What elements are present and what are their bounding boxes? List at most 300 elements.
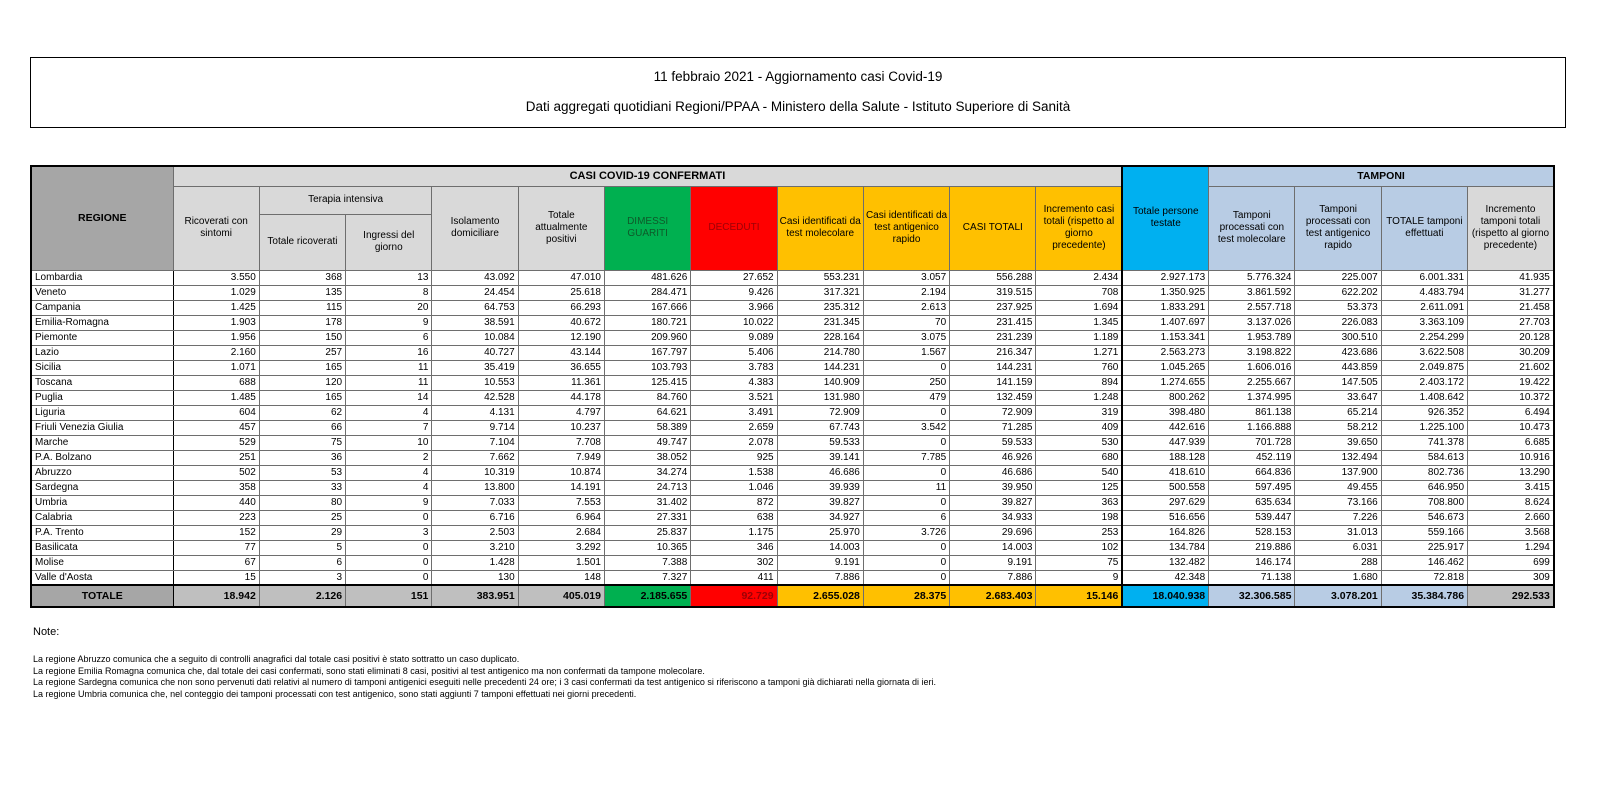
cell: 2.403.172	[1381, 375, 1467, 390]
table-row	[31, 525, 1554, 540]
cell: 9.191	[777, 555, 863, 570]
cell: 604	[173, 405, 259, 420]
cell: 6.001.331	[1381, 270, 1467, 285]
cell: 231.239	[950, 330, 1036, 345]
cell: 7.708	[518, 435, 604, 450]
cell: 39.939	[777, 480, 863, 495]
cell: 53	[259, 465, 345, 480]
region-name: Lombardia	[31, 270, 173, 285]
cell: 21.602	[1468, 360, 1554, 375]
totals-cell: 151	[346, 585, 432, 607]
cell: 9	[1036, 570, 1122, 585]
cell: 10.084	[432, 330, 518, 345]
cell: 80	[259, 495, 345, 510]
cell: 147.505	[1295, 375, 1381, 390]
cell: 1.903	[173, 315, 259, 330]
cell: 62	[259, 405, 345, 420]
cell: 164.826	[1122, 525, 1208, 540]
region-name: Veneto	[31, 285, 173, 300]
cell: 1.694	[1036, 300, 1122, 315]
cell: 411	[691, 570, 777, 585]
note-item: La regione Sardegna comunica che non sono pervenuti dati relativi al numero di tamponi antigenici eseguiti nelle precedenti 24 ore; i 3 casi confermati da test antigenico si riferiscono a tamponi già dichiarati nella giornata di ieri.	[33, 677, 937, 687]
cell: 1.428	[432, 555, 518, 570]
cell: 39.650	[1295, 435, 1381, 450]
cell: 137.900	[1295, 465, 1381, 480]
cell: 872	[691, 495, 777, 510]
cell: 25.618	[518, 285, 604, 300]
cell: 7.886	[777, 570, 863, 585]
cell: 530	[1036, 435, 1122, 450]
cell: 39.950	[950, 480, 1036, 495]
cell: 7.553	[518, 495, 604, 510]
cell: 2.503	[432, 525, 518, 540]
cell: 216.347	[950, 345, 1036, 360]
cell: 1.345	[1036, 315, 1122, 330]
cell: 319.515	[950, 285, 1036, 300]
table-row	[31, 405, 1554, 420]
cell: 516.656	[1122, 510, 1208, 525]
cell: 1.953.789	[1209, 330, 1295, 345]
cell: 1.374.995	[1209, 390, 1295, 405]
cell: 802.736	[1381, 465, 1467, 480]
cell: 2.563.273	[1122, 345, 1208, 360]
column-header-tamponi-molecolare: Tamponi processati con test molecolare	[1209, 186, 1295, 270]
cell: 539.447	[1209, 510, 1295, 525]
table-row	[31, 435, 1554, 450]
cell: 13	[346, 270, 432, 285]
region-name: Piemonte	[31, 330, 173, 345]
cell: 31.277	[1468, 285, 1554, 300]
region-name: Marche	[31, 435, 173, 450]
cell: 225.917	[1381, 540, 1467, 555]
note-item: La regione Abruzzo comunica che a seguito di controlli anagrafici dal totale casi positivi è stato sottratto un caso duplicato.	[33, 654, 520, 664]
cell: 297.629	[1122, 495, 1208, 510]
column-header-totale-attualmente-positivi: Totale attualmente positivi	[518, 186, 604, 270]
cell: 0	[863, 465, 949, 480]
cell: 31.013	[1295, 525, 1381, 540]
cell: 500.558	[1122, 480, 1208, 495]
cell: 3.363.109	[1381, 315, 1467, 330]
cell: 132.482	[1122, 555, 1208, 570]
cell: 1.153.341	[1122, 330, 1208, 345]
group-header-casi-confermati: CASI COVID-19 CONFERMATI	[173, 166, 1122, 186]
table-body	[31, 270, 1554, 585]
totals-cell: 28.375	[863, 585, 949, 607]
cell: 3.198.822	[1209, 345, 1295, 360]
cell: 47.010	[518, 270, 604, 285]
cell: 71.285	[950, 420, 1036, 435]
cell: 34.927	[777, 510, 863, 525]
cell: 423.686	[1295, 345, 1381, 360]
cell: 14.191	[518, 480, 604, 495]
group-header-terapia-intensiva: Terapia intensiva	[259, 186, 432, 214]
cell: 14.003	[777, 540, 863, 555]
cell: 1.606.016	[1209, 360, 1295, 375]
cell: 75	[1036, 555, 1122, 570]
cell: 59.533	[777, 435, 863, 450]
region-name: Emilia-Romagna	[31, 315, 173, 330]
region-name: Abruzzo	[31, 465, 173, 480]
cell: 132.459	[950, 390, 1036, 405]
cell: 528.153	[1209, 525, 1295, 540]
cell: 5.776.324	[1209, 270, 1295, 285]
cell: 58.212	[1295, 420, 1381, 435]
cell: 0	[863, 360, 949, 375]
table-row	[31, 450, 1554, 465]
cell: 3	[346, 525, 432, 540]
region-name: Friuli Venezia Giulia	[31, 420, 173, 435]
cell: 2.927.173	[1122, 270, 1208, 285]
cell: 146.174	[1209, 555, 1295, 570]
cell: 0	[863, 555, 949, 570]
cell: 926.352	[1381, 405, 1467, 420]
region-name: Liguria	[31, 405, 173, 420]
cell: 59.533	[950, 435, 1036, 450]
cell: 36.655	[518, 360, 604, 375]
cell: 8	[346, 285, 432, 300]
cell: 800.262	[1122, 390, 1208, 405]
cell: 346	[691, 540, 777, 555]
cell: 41.935	[1468, 270, 1554, 285]
cell: 3.966	[691, 300, 777, 315]
cell: 130	[432, 570, 518, 585]
region-name: Valle d'Aosta	[31, 570, 173, 585]
cell: 228.164	[777, 330, 863, 345]
notes-section	[33, 626, 1563, 700]
cell: 67	[173, 555, 259, 570]
cell: 66.293	[518, 300, 604, 315]
cell: 125	[1036, 480, 1122, 495]
cell: 30.209	[1468, 345, 1554, 360]
column-header-casi-test-molecolare: Casi identificati da test molecolare	[777, 186, 863, 270]
cell: 7.104	[432, 435, 518, 450]
cell: 20.128	[1468, 330, 1554, 345]
cell: 319	[1036, 405, 1122, 420]
cell: 4.797	[518, 405, 604, 420]
cell: 1.407.697	[1122, 315, 1208, 330]
cell: 1.274.655	[1122, 375, 1208, 390]
cell: 3.137.026	[1209, 315, 1295, 330]
cell: 219.886	[1209, 540, 1295, 555]
totals-cell: 2.185.655	[604, 585, 690, 607]
cell: 226.083	[1295, 315, 1381, 330]
table-row	[31, 285, 1554, 300]
cell: 0	[863, 495, 949, 510]
cell: 701.728	[1209, 435, 1295, 450]
totals-cell: 2.655.028	[777, 585, 863, 607]
cell: 144.231	[950, 360, 1036, 375]
cell: 2.160	[173, 345, 259, 360]
cell: 6.494	[1468, 405, 1554, 420]
cell: 131.980	[777, 390, 863, 405]
cell: 27.652	[691, 270, 777, 285]
cell: 25.970	[777, 525, 863, 540]
cell: 10.365	[604, 540, 690, 555]
cell: 27.331	[604, 510, 690, 525]
cell: 152	[173, 525, 259, 540]
cell: 33.647	[1295, 390, 1381, 405]
cell: 4.483.794	[1381, 285, 1467, 300]
totals-cell: 2.683.403	[950, 585, 1036, 607]
cell: 1.294	[1468, 540, 1554, 555]
cell: 231.345	[777, 315, 863, 330]
cell: 1.485	[173, 390, 259, 405]
cell: 16	[346, 345, 432, 360]
cell: 24.713	[604, 480, 690, 495]
cell: 302	[691, 555, 777, 570]
cell: 2.255.667	[1209, 375, 1295, 390]
totals-cell: 18.942	[173, 585, 259, 607]
cell: 10.372	[1468, 390, 1554, 405]
cell: 1.956	[173, 330, 259, 345]
cell: 53.373	[1295, 300, 1381, 315]
cell: 529	[173, 435, 259, 450]
cell: 7.886	[950, 570, 1036, 585]
cell: 10	[346, 435, 432, 450]
cell: 29.696	[950, 525, 1036, 540]
cell: 300.510	[1295, 330, 1381, 345]
cell: 3.057	[863, 270, 949, 285]
cell: 14	[346, 390, 432, 405]
cell: 64.621	[604, 405, 690, 420]
cell: 49.455	[1295, 480, 1381, 495]
totals-cell: 18.040.938	[1122, 585, 1208, 607]
column-header-incremento-tamponi: Incremento tamponi totali (rispetto al giorno precedente)	[1468, 186, 1554, 270]
cell: 708.800	[1381, 495, 1467, 510]
cell: 699	[1468, 555, 1554, 570]
cell: 2.659	[691, 420, 777, 435]
cell: 180.721	[604, 315, 690, 330]
cell: 1.833.291	[1122, 300, 1208, 315]
cell: 4	[346, 480, 432, 495]
cell: 9.426	[691, 285, 777, 300]
region-name: P.A. Trento	[31, 525, 173, 540]
cell: 251	[173, 450, 259, 465]
cell: 3.292	[518, 540, 604, 555]
cell: 72.909	[950, 405, 1036, 420]
region-name: Basilicata	[31, 540, 173, 555]
column-header-totale-ricoverati: Totale ricoverati	[259, 214, 345, 270]
cell: 457	[173, 420, 259, 435]
cell: 103.793	[604, 360, 690, 375]
cell: 14.003	[950, 540, 1036, 555]
cell: 447.939	[1122, 435, 1208, 450]
cell: 9	[346, 495, 432, 510]
cell: 253	[1036, 525, 1122, 540]
cell: 27.703	[1468, 315, 1554, 330]
region-name: Umbria	[31, 495, 173, 510]
totals-cell: 383.951	[432, 585, 518, 607]
cell: 1.248	[1036, 390, 1122, 405]
table-row	[31, 345, 1554, 360]
cell: 72.909	[777, 405, 863, 420]
cell: 1.350.925	[1122, 285, 1208, 300]
cell: 0	[346, 540, 432, 555]
cell: 72.818	[1381, 570, 1467, 585]
cell: 3.550	[173, 270, 259, 285]
cell: 2.194	[863, 285, 949, 300]
column-header-dimessi-guariti: DIMESSI GUARITI	[604, 186, 690, 270]
totals-row	[31, 585, 1554, 607]
covid-data-table	[30, 165, 1555, 608]
totals-cell: 32.306.585	[1209, 585, 1295, 607]
cell: 546.673	[1381, 510, 1467, 525]
cell: 132.494	[1295, 450, 1381, 465]
table-row	[31, 495, 1554, 510]
cell: 39.827	[777, 495, 863, 510]
cell: 2.434	[1036, 270, 1122, 285]
cell: 43.092	[432, 270, 518, 285]
cell: 7.662	[432, 450, 518, 465]
table-row	[31, 300, 1554, 315]
cell: 38.052	[604, 450, 690, 465]
cell: 6.716	[432, 510, 518, 525]
column-header-ricoverati-con-sintomi: Ricoverati con sintomi	[173, 186, 259, 270]
cell: 688	[173, 375, 259, 390]
cell: 29	[259, 525, 345, 540]
totals-cell: 3.078.201	[1295, 585, 1381, 607]
cell: 77	[173, 540, 259, 555]
cell: 708	[1036, 285, 1122, 300]
cell: 36	[259, 450, 345, 465]
cell: 33	[259, 480, 345, 495]
cell: 452.119	[1209, 450, 1295, 465]
totals-cell: 35.384.786	[1381, 585, 1467, 607]
cell: 115	[259, 300, 345, 315]
table-row	[31, 465, 1554, 480]
cell: 25.837	[604, 525, 690, 540]
cell: 11.361	[518, 375, 604, 390]
cell: 9.191	[950, 555, 1036, 570]
report-subtitle: Dati aggregati quotidiani Regioni/PPAA - Ministero della Salute - Istituto Superiore di Sanità	[525, 99, 1071, 114]
cell: 146.462	[1381, 555, 1467, 570]
cell: 3.568	[1468, 525, 1554, 540]
cell: 167.797	[604, 345, 690, 360]
cell: 2.254.299	[1381, 330, 1467, 345]
cell: 6.685	[1468, 435, 1554, 450]
cell: 0	[863, 570, 949, 585]
cell: 680	[1036, 450, 1122, 465]
cell: 1.538	[691, 465, 777, 480]
table-row	[31, 270, 1554, 285]
totals-cell: 292.533	[1468, 585, 1554, 607]
cell: 39.141	[777, 450, 863, 465]
table-row	[31, 510, 1554, 525]
cell: 7.785	[863, 450, 949, 465]
cell: 7.949	[518, 450, 604, 465]
region-name: Lazio	[31, 345, 173, 360]
cell: 861.138	[1209, 405, 1295, 420]
cell: 664.836	[1209, 465, 1295, 480]
cell: 646.950	[1381, 480, 1467, 495]
cell: 42.348	[1122, 570, 1208, 585]
cell: 150	[259, 330, 345, 345]
title-box	[30, 57, 1566, 128]
cell: 3.210	[432, 540, 518, 555]
cell: 2.049.875	[1381, 360, 1467, 375]
cell: 358	[173, 480, 259, 495]
cell: 1.175	[691, 525, 777, 540]
cell: 3.075	[863, 330, 949, 345]
totals-cell: 92.729	[691, 585, 777, 607]
cell: 250	[863, 375, 949, 390]
cell: 4.131	[432, 405, 518, 420]
cell: 46.926	[950, 450, 1036, 465]
cell: 3	[259, 570, 345, 585]
cell: 317.321	[777, 285, 863, 300]
cell: 134.784	[1122, 540, 1208, 555]
cell: 2.078	[691, 435, 777, 450]
cell: 1.271	[1036, 345, 1122, 360]
cell: 284.471	[604, 285, 690, 300]
cell: 3.861.592	[1209, 285, 1295, 300]
region-name: Molise	[31, 555, 173, 570]
cell: 10.319	[432, 465, 518, 480]
cell: 1.189	[1036, 330, 1122, 345]
cell: 257	[259, 345, 345, 360]
cell: 3.542	[863, 420, 949, 435]
cell: 198	[1036, 510, 1122, 525]
cell: 13.290	[1468, 465, 1554, 480]
cell: 363	[1036, 495, 1122, 510]
cell: 4	[346, 405, 432, 420]
cell: 409	[1036, 420, 1122, 435]
cell: 1.567	[863, 345, 949, 360]
cell: 44.178	[518, 390, 604, 405]
cell: 1.029	[173, 285, 259, 300]
cell: 11	[346, 375, 432, 390]
totals-label: TOTALE	[31, 585, 173, 607]
cell: 10.473	[1468, 420, 1554, 435]
cell: 540	[1036, 465, 1122, 480]
cell: 556.288	[950, 270, 1036, 285]
cell: 1.225.100	[1381, 420, 1467, 435]
cell: 553.231	[777, 270, 863, 285]
cell: 559.166	[1381, 525, 1467, 540]
cell: 368	[259, 270, 345, 285]
cell: 58.389	[604, 420, 690, 435]
cell: 3.521	[691, 390, 777, 405]
cell: 1.501	[518, 555, 604, 570]
cell: 10.553	[432, 375, 518, 390]
cell: 9.714	[432, 420, 518, 435]
cell: 39.827	[950, 495, 1036, 510]
table-footer	[31, 585, 1554, 607]
cell: 10.237	[518, 420, 604, 435]
cell: 120	[259, 375, 345, 390]
cell: 584.613	[1381, 450, 1467, 465]
cell: 398.480	[1122, 405, 1208, 420]
cell: 638	[691, 510, 777, 525]
cell: 597.495	[1209, 480, 1295, 495]
region-name: Toscana	[31, 375, 173, 390]
note-item: La regione Umbria comunica che, nel conteggio dei tamponi processati con test antigenico, sono stati aggiunti 7 tamponi effettuati nei giorni precedenti.	[33, 688, 637, 699]
cell: 38.591	[432, 315, 518, 330]
cell: 479	[863, 390, 949, 405]
cell: 622.202	[1295, 285, 1381, 300]
cell: 2.557.718	[1209, 300, 1295, 315]
totals-cell: 2.126	[259, 585, 345, 607]
cell: 2.611.091	[1381, 300, 1467, 315]
cell: 140.909	[777, 375, 863, 390]
cell: 6.031	[1295, 540, 1381, 555]
cell: 309	[1468, 570, 1554, 585]
cell: 214.780	[777, 345, 863, 360]
table-row	[31, 375, 1554, 390]
cell: 7.033	[432, 495, 518, 510]
cell: 40.727	[432, 345, 518, 360]
cell: 178	[259, 315, 345, 330]
